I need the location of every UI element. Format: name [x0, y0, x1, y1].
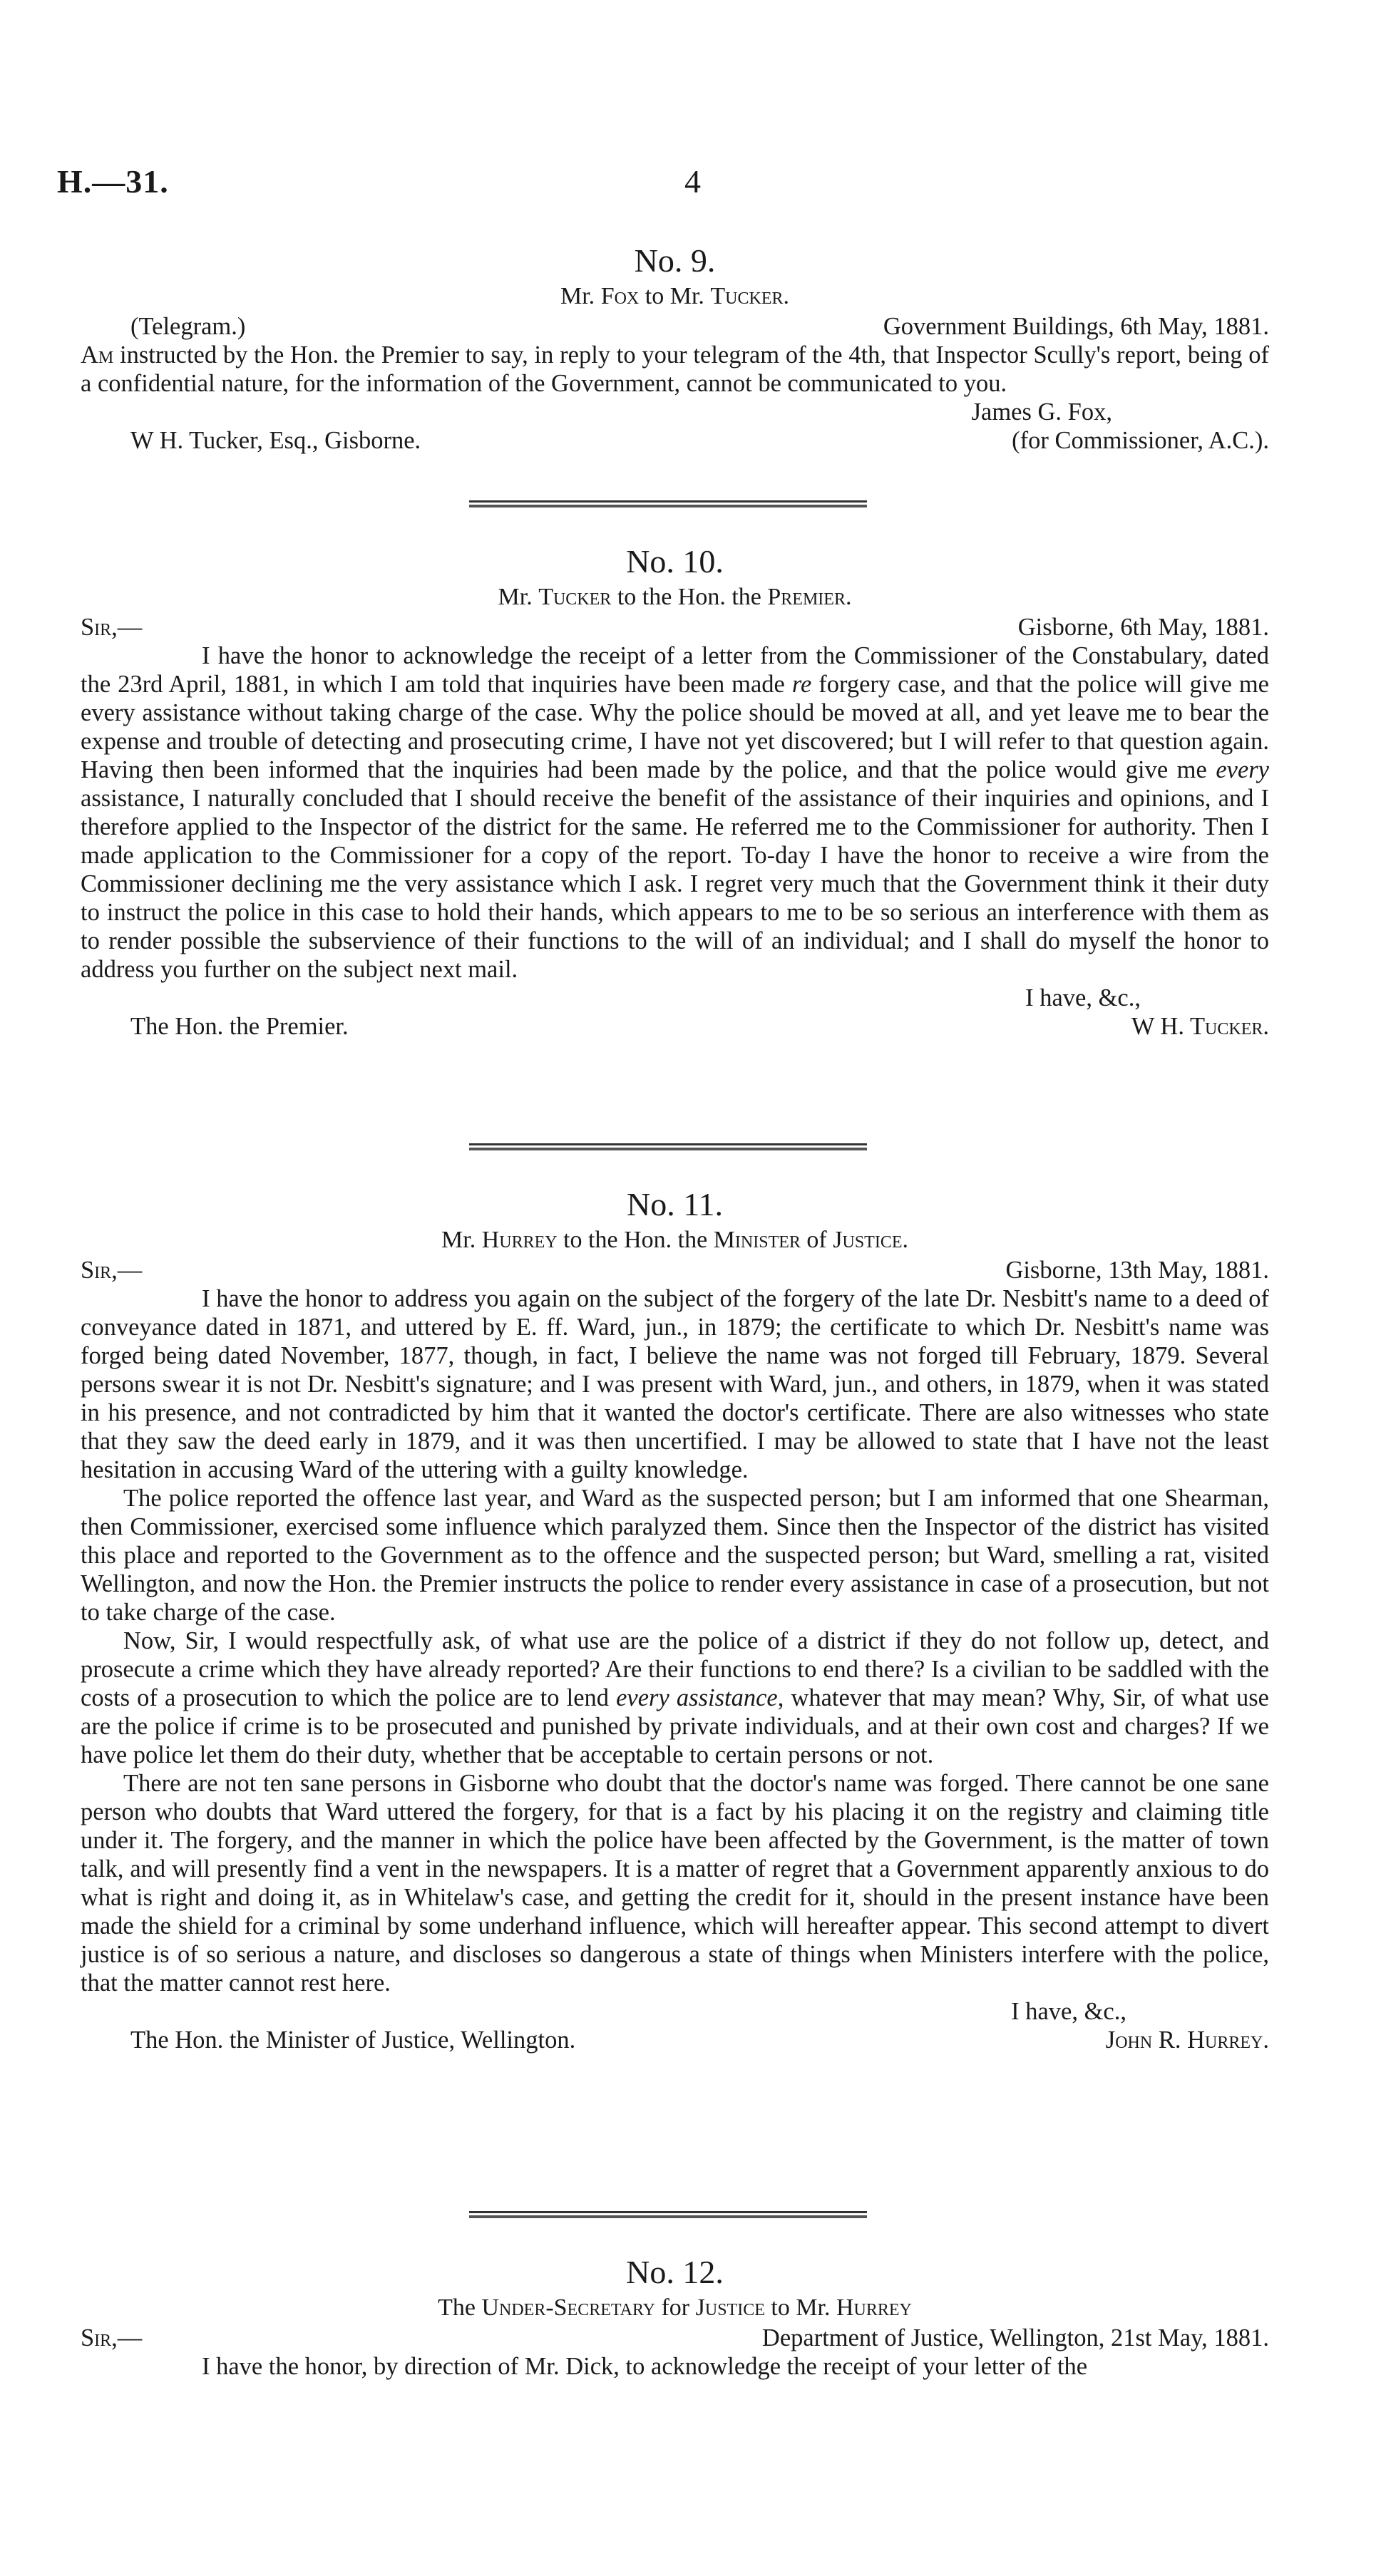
addressee: The Hon. the Minister of Justice, Wellington. [130, 2026, 576, 2054]
letter-number: No. 12. [626, 2254, 724, 2290]
letter-number: No. 10. [626, 543, 724, 579]
body-emphasis: every [1216, 756, 1269, 783]
addressee-line [81, 426, 1269, 455]
subtitle-part: Hurrey [481, 1227, 558, 1253]
body-emphasis: every assistance [616, 1684, 778, 1711]
first-word: Am [81, 341, 114, 369]
subtitle-part: Tucker [710, 283, 784, 309]
subtitle-part: The [438, 2294, 482, 2321]
signature: W H. Tucker. [1131, 1013, 1269, 1040]
salutation-line [81, 613, 1269, 642]
body-text: assistance, I naturally concluded that I should receive the benefit of the assistance of their inquiries and opinions, and I therefore applied to the Inspector of the district for the same. He referred me to the Commissioner for authority. Then I made application to the Commissioner for a copy of the report. To-day I have the honor to receive a wire from the Commissioner declining me the very assistance which I ask. I regret very much that the Government think it their duty to instruct the police in this case to hold their hands, which appears to me to be so serious an interference with them as to render possible the subservience of their functions to the will of an individual; and I shall do myself the honor to address you further on the subject next mail. [81, 785, 1269, 983]
signature: James G. Fox, [971, 398, 1112, 426]
letter-no-9 [81, 241, 1269, 455]
subtitle-part: to Mr. [764, 2294, 836, 2321]
body-text: Now, Sir, I would respectfully ask, of what use are the police of a district if they do not follow up, detect, and prosecute a crime which they have already reported? Are their functions to end there? Is a civilian to be saddled with the costs of a prosecution to which the police are to lend [81, 1627, 1269, 1711]
paragraph-3 [81, 1627, 1269, 1769]
subtitle-part: to the Hon. the [611, 584, 768, 610]
addressee: W H. Tucker, Esq., Gisborne. [130, 427, 421, 454]
body-text: instructed by the Hon. the Premier to say, in reply to your telegram of the 4th, that Inspector Scully's report, being of a confidential nature, for the information of the Government, cannot be communicated to you. [81, 341, 1269, 397]
letter-subtitle [81, 281, 1269, 312]
subtitle-part: Justice [695, 2294, 765, 2321]
place-date: Gisborne, 13th May, 1881. [1005, 1257, 1269, 1284]
subtitle-part: of [800, 1227, 833, 1253]
telegram-label: (Telegram.) [130, 313, 246, 340]
salutation-line [81, 2324, 1269, 2352]
subtitle-part: . [783, 283, 789, 309]
closing: I have, &c., [1011, 1998, 1126, 2025]
document-reference: H.—31. [57, 163, 169, 200]
subtitle-part: to the Hon. the [557, 1227, 714, 1253]
letter-no-12 [81, 2252, 1269, 2381]
page-header [57, 163, 1312, 205]
body-text: I have the honor to acknowledge the receipt of a letter from the Commissioner of the Constabulary, dated the 23rd April, 1881, in which I am told that inquiries have been made [81, 642, 1269, 698]
subtitle-part: to Mr. [639, 283, 711, 309]
addressee-line [81, 1012, 1269, 1041]
section-divider [469, 2211, 867, 2218]
subtitle-part: . [845, 584, 852, 610]
closing-line [81, 1997, 1269, 2026]
body-text: forgery case, and that the police will give me every assistance without taking charge of the case. Why the police should be moved at all, and yet leave me to bear the expense and trouble of detecting and prosecuting crime, I have not yet discovered; but I will refer to that question again. Having then been informed that the inquiries had been made by the police, and that the police would give me [81, 671, 1269, 783]
closing-line [81, 984, 1269, 1012]
signature-title: (for Commissioner, A.C.). [1012, 427, 1269, 454]
body-text: , whatever that may mean? Why, Sir, of what use are the police if crime is to be prosecuted and punished by private individuals, and at their own cost and charges? If we have police let them do their duty, whether that be acceptable to certain persons or not. [81, 1684, 1269, 1768]
body-emphasis: re [791, 671, 812, 698]
paragraph-4: There are not ten sane persons in Gisborne who doubt that the doctor's name was forged. There cannot be one sane person who doubts that Ward uttered the forgery, for that is a fact by his placing it on the registry and claiming title under it. The forgery, and the manner in which the police have been affected by the Government, is the matter of town talk, and will presently find a vent in the newspapers. It is a matter of regret that a Government apparently anxious to do what is right and doing it, as in Whitelaw's case, and getting the credit for it, should in the present instance have been made the shield for a criminal by some underhand influence, which will hereafter appear. This second attempt to divert justice is of so serious a nature, and discloses so dangerous a state of things when Ministers interfere with the police, that the matter cannot rest here. [81, 1770, 1269, 1997]
paragraph-1: I have the honor to address you again on the subject of the forgery of the late Dr. Nesbitt's name to a deed of conveyance dated in 1871, and uttered by E. ff. Ward, jun., in 1879; the certificate to which Dr. Nesbitt's name was forged being dated November, 1877, though, in fact, I believe the name was not forged till February, 1879. Several persons swear it is not Dr. Nesbitt's signature; and I was present with Ward, jun., and others, in 1879, when it was stated in his presence, and not contradicted by him that it wanted the doctor's certificate. There are also witnesses who state that they saw the deed early in 1879, and it was then uncertified. I may be allowed to state that I have not the least hesitation in accusing Ward of the uttering with a guilty knowledge. [81, 1285, 1269, 1483]
subtitle-part: Minister [713, 1227, 801, 1253]
letter-body: I have the honor, by direction of Mr. Dick, to acknowledge the receipt of your letter of the [202, 2353, 1088, 2380]
addressee-line [81, 2026, 1269, 2054]
subtitle-part: for [654, 2294, 696, 2321]
place-date: Department of Justice, Wellington, 21st May, 1881. [761, 2324, 1269, 2351]
subtitle-part: Mr. [498, 584, 539, 610]
letter-number: No. 9. [634, 242, 716, 279]
subtitle-part: Mr. [560, 283, 601, 309]
paragraph-2: The police reported the offence last year, and Ward as the suspected person; but I am informed that one Shearman, then Commissioner, exercised some influence which paralyzed them. Since then the Inspector of the district has visited this place and reported to the Government as to the offence and the suspected person; but Ward, smelling a rat, visited Wellington, and now the Hon. the Premier instructs the police to render every assistance in case of a prosecution, but not to take charge of the case. [81, 1485, 1269, 1626]
page-number: 4 [684, 163, 701, 200]
addressee: The Hon. the Premier. [130, 1013, 349, 1040]
subtitle-part: Justice [833, 1227, 903, 1253]
subtitle-part: Fox [600, 283, 640, 309]
signature: John R. Hurrey. [1105, 2026, 1269, 2054]
letter-body [81, 642, 1269, 984]
section-divider [469, 1143, 867, 1150]
letter-subtitle [81, 582, 1269, 613]
letter-no-11 [81, 1185, 1269, 2054]
letter-subtitle [81, 1225, 1269, 1256]
letter-number: No. 11. [626, 1186, 723, 1222]
letter-no-10 [81, 542, 1269, 1041]
subtitle-part: Premier [767, 584, 846, 610]
subtitle-part: Hurrey [836, 2294, 912, 2321]
place-date: Government Buildings, 6th May, 1881. [883, 313, 1269, 340]
letter-subtitle [81, 2292, 1269, 2324]
section-divider [469, 500, 867, 508]
salutation: Sir,— [81, 614, 143, 641]
subtitle-part: Tucker [538, 584, 612, 610]
salutation: Sir,— [81, 1257, 143, 1284]
salutation-line [81, 1256, 1269, 1284]
subtitle-part: Under-Secretary [481, 2294, 655, 2321]
closing: I have, &c., [1025, 984, 1141, 1011]
salutation: Sir,— [81, 2324, 143, 2351]
letter-body [81, 341, 1269, 398]
subtitle-part: Mr. [441, 1227, 482, 1253]
telegram-line [81, 312, 1269, 341]
place-date: Gisborne, 6th May, 1881. [1017, 614, 1269, 641]
signature-line [81, 398, 1269, 426]
subtitle-part: . [902, 1227, 908, 1253]
